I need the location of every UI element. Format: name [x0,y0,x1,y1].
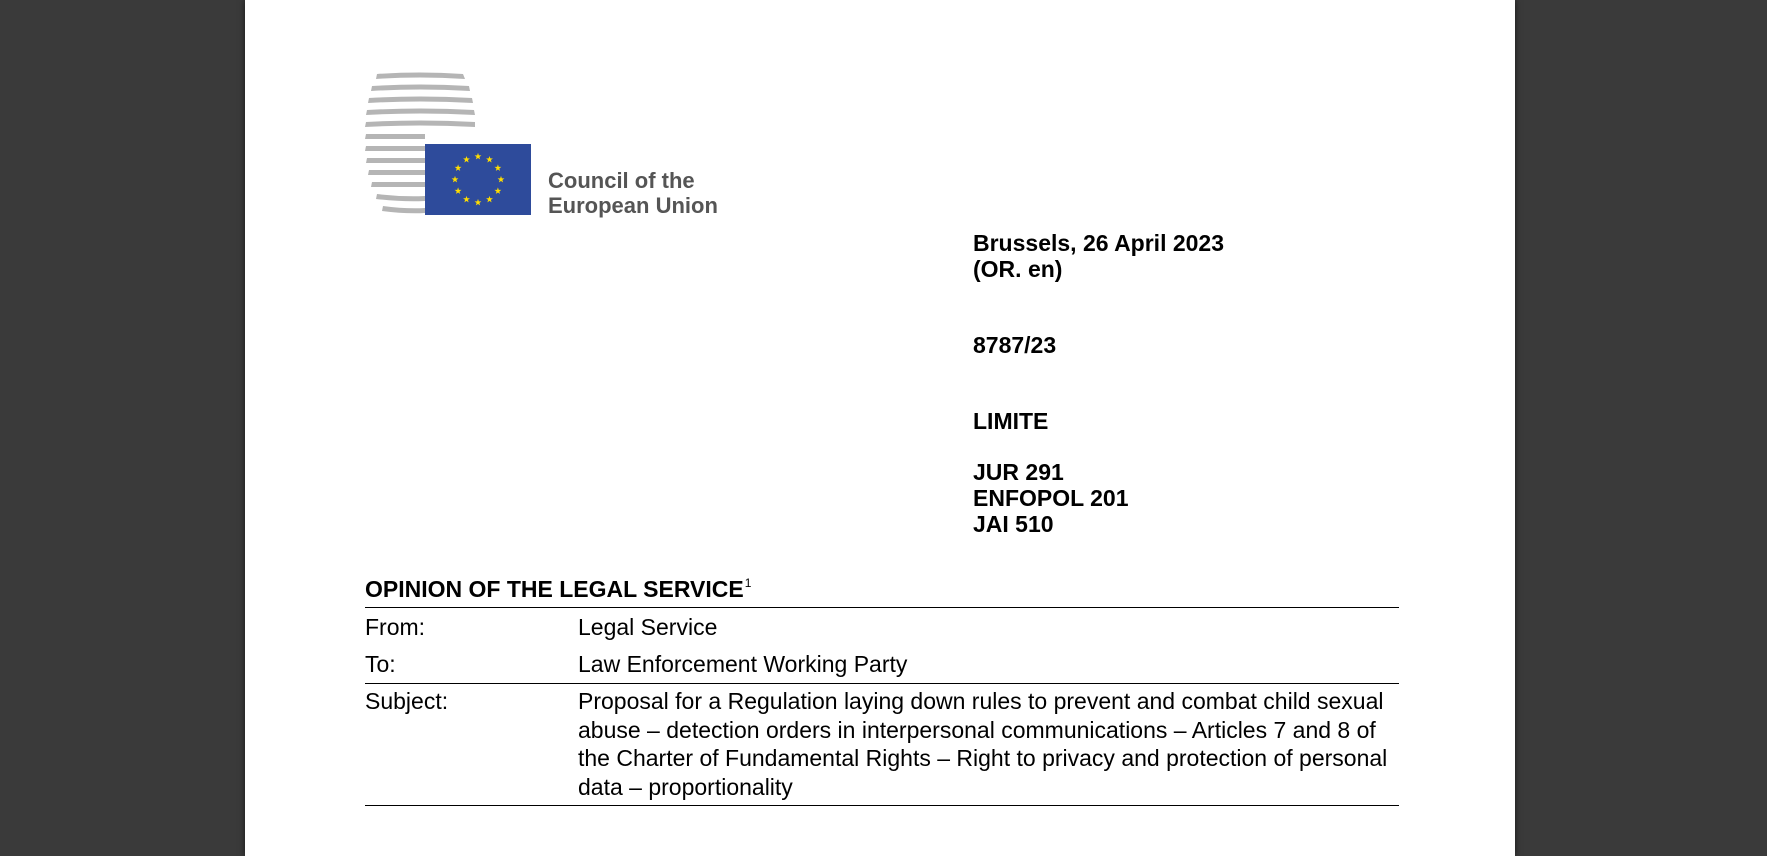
to-label: To: [365,651,396,677]
code-enfopol: ENFOPOL 201 [973,485,1129,511]
council-name [548,168,718,218]
document-codes [973,459,1129,537]
eu-star-icon [498,176,505,183]
council-name-line2: European Union [548,193,718,218]
code-jai: JAI 510 [973,511,1054,537]
subject-label: Subject: [365,688,449,714]
date-block [973,230,1224,282]
code-jur: JUR 291 [973,459,1064,485]
eu-star-icon [463,156,470,163]
eu-star-icon [455,187,462,194]
opinion-title-text: OPINION OF THE LEGAL SERVICE [365,576,744,602]
to-value: Law Enforcement Working Party [578,651,908,677]
from-value: Legal Service [578,614,718,640]
classification-marking: LIMITE [973,408,1049,434]
eu-star-icon [494,164,501,171]
eu-star-icon [475,199,482,206]
eu-star-icon [475,153,482,160]
eu-stars-icon [425,144,531,215]
eu-star-icon [455,164,462,171]
eu-flag-icon [425,144,531,215]
opinion-title [365,576,751,603]
table-bottom-rule [365,805,1399,806]
eu-star-icon [486,156,493,163]
footnote-marker[interactable]: 1 [744,576,752,590]
eu-star-icon [463,196,470,203]
subject-value: Proposal for a Regulation laying down rules to prevent and combat child sexual abuse – detection orders in interpersonal communications – Articles 7 and 8 of the Charter of Fundamental Rights – Right to privacy and protection of personal data – proportionality [578,688,1388,800]
council-logo [365,72,745,222]
table-middle-rule [365,683,1399,684]
document-date: Brussels, 26 April 2023 [973,230,1225,256]
document-number: 8787/23 [973,332,1057,358]
original-language: (OR. en) [973,256,1063,282]
council-name-line1: Council of the [548,168,695,193]
from-label: From: [365,614,426,640]
eu-star-icon [452,176,459,183]
table-top-rule [365,607,1399,608]
eu-star-icon [486,196,493,203]
eu-star-icon [494,187,501,194]
document-page [245,0,1515,856]
